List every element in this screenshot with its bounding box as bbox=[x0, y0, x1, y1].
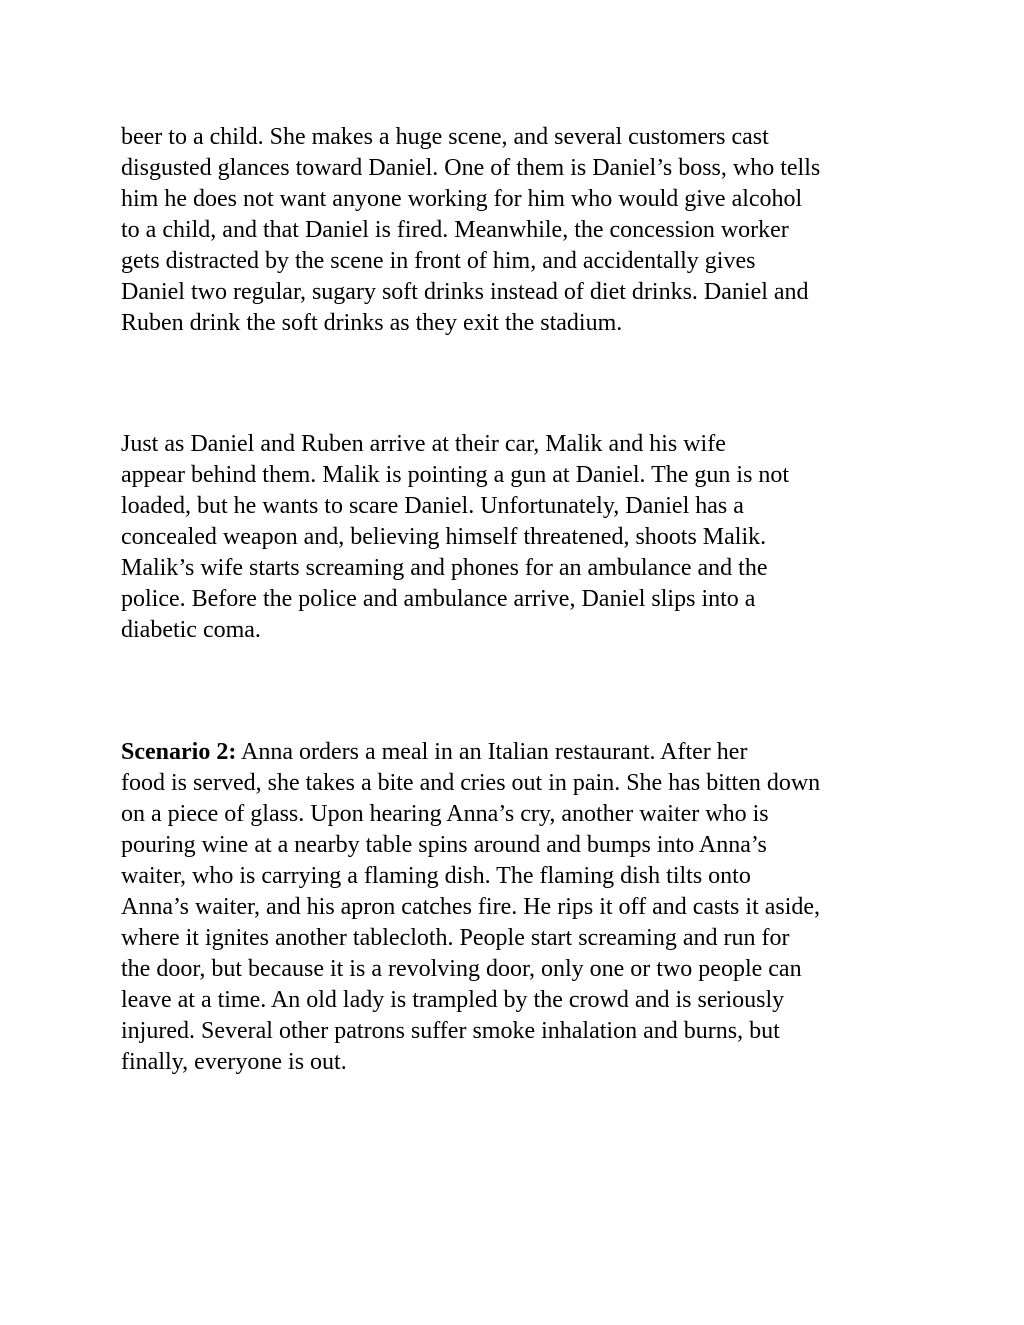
paragraph-3 bbox=[121, 737, 921, 1078]
paragraph-3-text: Anna orders a meal in an Italian restaurant. After her food is served, she takes a bite and cries out in pain. She has bitten down on a piece of glass. Upon hearing Anna’s cry, another waiter who is pouring wine at a nearby table spins around and bumps into Anna’s waiter, who is carrying a flaming dish. The flaming dish tilts onto Anna’s waiter, and his apron catches fire. He rips it off and casts it aside, where it ignites another tablecloth. People start screaming and run for the door, but because it is a revolving door, only one or two people can leave at a time. An old lady is trampled by the crowd and is seriously injured. Several other patrons suffer smoke inhalation and burns, but finally, everyone is out. bbox=[121, 739, 821, 1075]
paragraph-2 bbox=[121, 429, 921, 646]
scenario-heading: Scenario 2: bbox=[121, 739, 237, 765]
paragraph-1 bbox=[121, 122, 921, 339]
paragraph-2-text: Just as Daniel and Ruben arrive at their car, Malik and his wife appear behind them. Malik is pointing a gun at Daniel. The gun is not loaded, but he wants to scare Daniel. Unfortunately, Daniel has a concealed weapon and, believing himself threatened, shoots Malik. Malik’s wife starts screaming and phones for an ambulance and the police. Before the police and ambulance arrive, Daniel slips into a diabetic coma. bbox=[121, 431, 790, 643]
paragraph-1-text: beer to a child. She makes a huge scene, and several customers cast disgusted glances toward Daniel. One of them is Daniel’s boss, who tells him he does not want anyone working for him who would give alcohol to a child, and that Daniel is fired. Meanwhile, the concession worker gets distracted by the scene in front of him, and accidentally gives Daniel two regular, sugary soft drinks instead of diet drinks. Daniel and Ruben drink the soft drinks as they exit the stadium. bbox=[121, 124, 821, 336]
